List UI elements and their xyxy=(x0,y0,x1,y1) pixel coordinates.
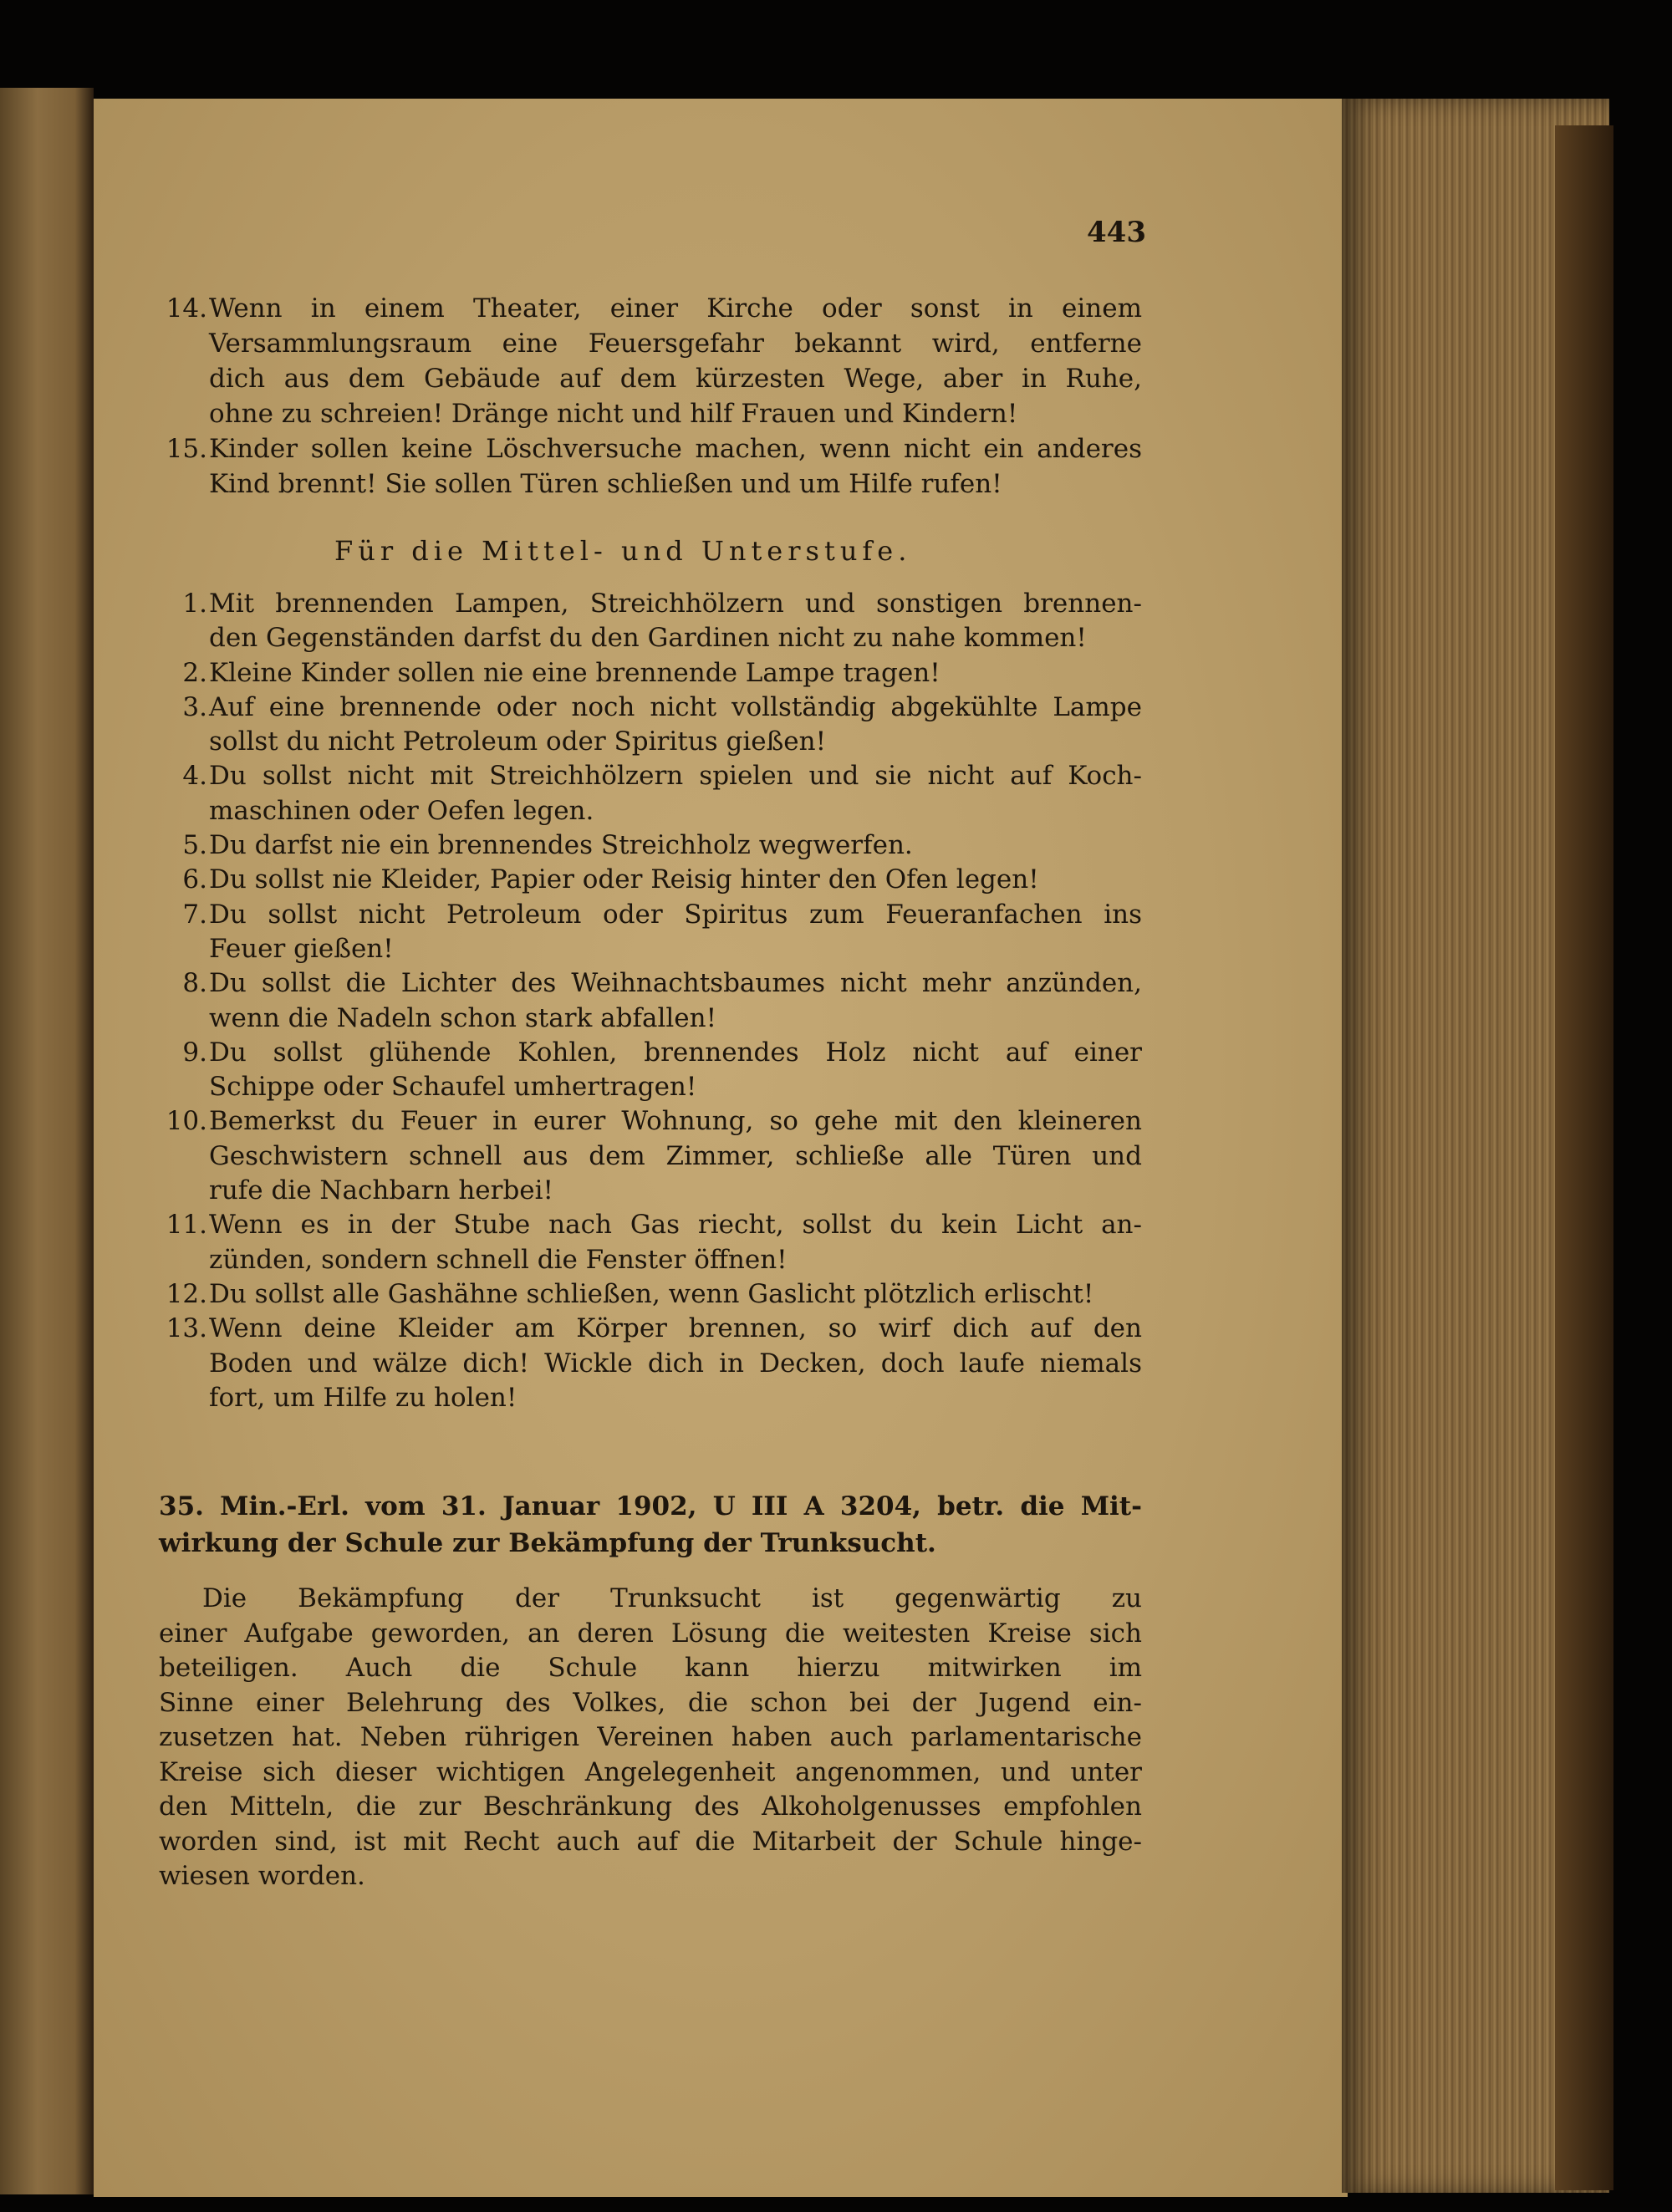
list-item xyxy=(159,898,1142,967)
text-line: Die Bekämpfung der Trunksucht ist gegenwärtig zu xyxy=(202,1583,1142,1613)
text-line: Du sollst glühende Kohlen, brennendes Holz nicht auf einer xyxy=(209,1037,1142,1068)
item-number: 11. xyxy=(166,1210,207,1241)
text-line: zusetzen hat. Neben rührigen Vereinen haben auch parlamentarische xyxy=(159,1722,1142,1752)
item-number: 6. xyxy=(182,864,207,895)
item-number: 2. xyxy=(182,657,207,688)
text-line: Du sollst alle Gashähne schließen, wenn Gaslicht plötzlich erlischt! xyxy=(209,1278,1094,1309)
text-line: einer Aufgabe geworden, an deren Lösung die weitesten Kreise sich xyxy=(159,1618,1142,1649)
list-item xyxy=(159,587,1142,656)
item-number: 10. xyxy=(166,1106,207,1137)
item-number: 5. xyxy=(182,830,207,861)
section-title xyxy=(159,1488,1142,1562)
list-item xyxy=(159,431,1142,502)
text-line: worden sind, ist mit Recht auch auf die Mitarbeit der Schule hinge- xyxy=(159,1826,1142,1857)
list-item xyxy=(159,759,1142,828)
list-item xyxy=(159,1104,1142,1208)
text-line: den Gegenständen darfst du den Gardinen nicht zu nahe kommen! xyxy=(209,623,1087,654)
text-line: Versammlungsraum eine Feuersgefahr bekannt wird, entferne xyxy=(209,329,1142,359)
text-line: Bemerkst du Feuer in eurer Wohnung, so gehe mit den kleineren xyxy=(209,1106,1142,1137)
text-line: zünden, sondern schnell die Fenster öffnen! xyxy=(209,1244,788,1275)
list-item xyxy=(159,1277,1142,1312)
list-item xyxy=(159,1208,1142,1277)
text-line: Kind brennt! Sie sollen Türen schließen und um Hilfe rufen! xyxy=(209,469,1002,499)
text-line: fort, um Hilfe zu holen! xyxy=(209,1382,517,1413)
item-number: 12. xyxy=(166,1278,207,1309)
item-number: 1. xyxy=(182,589,207,619)
text-line: Kreise sich dieser wichtigen Angelegenheit angenommen, und unter xyxy=(159,1756,1142,1787)
text-line: Sinne einer Belehrung des Volkes, die schon bei der Jugend ein- xyxy=(159,1687,1142,1718)
text-line: Wenn in einem Theater, einer Kirche oder sonst in einem xyxy=(209,293,1142,324)
text-line: rufe die Nachbarn herbei! xyxy=(209,1175,554,1206)
book-cover-edge xyxy=(1555,125,1613,2190)
page-number: 443 xyxy=(1087,216,1146,249)
text-line: 35. Min.-Erl. vom 31. Januar 1902, U III A 3204, betr. die Mit- xyxy=(159,1491,1142,1521)
text-line: Du darfst nie ein brennendes Streichholz wegwerfen. xyxy=(209,830,913,861)
text-line: Feuer gießen! xyxy=(209,933,394,964)
text-line: Du sollst nicht Petroleum oder Spiritus zum Feueranfachen ins xyxy=(209,899,1142,930)
item-number: 9. xyxy=(182,1037,207,1068)
list-item xyxy=(159,1036,1142,1105)
text-line: wiesen worden. xyxy=(159,1861,365,1891)
item-number: 7. xyxy=(182,899,207,930)
text-line: ohne zu schreien! Dränge nicht und hilf Frauen und Kindern! xyxy=(209,399,1018,429)
text-line: Du sollst nie Kleider, Papier oder Reisig hinter den Ofen legen! xyxy=(209,864,1039,895)
text-line: wirkung der Schule zur Bekämpfung der Trunksucht. xyxy=(159,1528,936,1558)
list-item xyxy=(159,828,1142,863)
text-line: Wenn deine Kleider am Körper brennen, so wirf dich auf den xyxy=(209,1313,1142,1344)
text-line: Boden und wälze dich! Wickle dich in Decken, doch laufe niemals xyxy=(209,1348,1142,1379)
lower-rules-list xyxy=(159,587,1142,1415)
text-line: dich aus dem Gebäude auf dem kürzesten Wege, aber in Ruhe, xyxy=(209,364,1142,394)
text-line: Du sollst nicht mit Streichhölzern spielen und sie nicht auf Koch- xyxy=(209,761,1142,792)
item-number: 15. xyxy=(166,434,207,464)
text-line: wenn die Nadeln schon stark abfallen! xyxy=(209,1002,717,1033)
text-line: Wenn es in der Stube nach Gas riecht, sollst du kein Licht an- xyxy=(209,1210,1142,1241)
text-line: sollst du nicht Petroleum oder Spiritus gießen! xyxy=(209,726,827,757)
item-number: 13. xyxy=(166,1313,207,1344)
text-line: Geschwistern schnell aus dem Zimmer, schließe alle Türen und xyxy=(209,1140,1142,1171)
list-item xyxy=(159,863,1142,897)
subheading: Für die Mittel- und Unterstufe. xyxy=(334,535,912,567)
list-item xyxy=(159,656,1142,691)
text-line: Kinder sollen keine Löschversuche machen, wenn nicht ein anderes xyxy=(209,434,1142,464)
item-number: 4. xyxy=(182,761,207,792)
text-line: den Mitteln, die zur Beschränkung des Alkoholgenusses empfohlen xyxy=(159,1792,1142,1822)
text-line: beteiligen. Auch die Schule kann hierzu mitwirken im xyxy=(159,1653,1142,1683)
text-line: Kleine Kinder sollen nie eine brennende Lampe tragen! xyxy=(209,657,940,688)
text-line: Mit brennenden Lampen, Streichhölzern und sonstigen brennen- xyxy=(209,589,1142,619)
list-item xyxy=(159,691,1142,760)
text-line: Du sollst die Lichter des Weihnachtsbaumes nicht mehr anzünden, xyxy=(209,968,1142,999)
item-number: 8. xyxy=(182,968,207,999)
text-line: Schippe oder Schaufel umhertragen! xyxy=(209,1072,697,1103)
list-item xyxy=(159,1312,1142,1415)
text-line: maschinen oder Oefen legen. xyxy=(209,795,594,826)
item-number: 14. xyxy=(166,293,207,324)
upper-rules-list xyxy=(159,291,1142,502)
text-line: Auf eine brennende oder noch nicht vollständig abgekühlte Lampe xyxy=(209,691,1142,722)
left-page-edge xyxy=(0,88,94,2194)
item-number: 3. xyxy=(182,691,207,722)
list-item xyxy=(159,966,1142,1036)
body-paragraph xyxy=(159,1582,1142,1894)
list-item xyxy=(159,291,1142,431)
